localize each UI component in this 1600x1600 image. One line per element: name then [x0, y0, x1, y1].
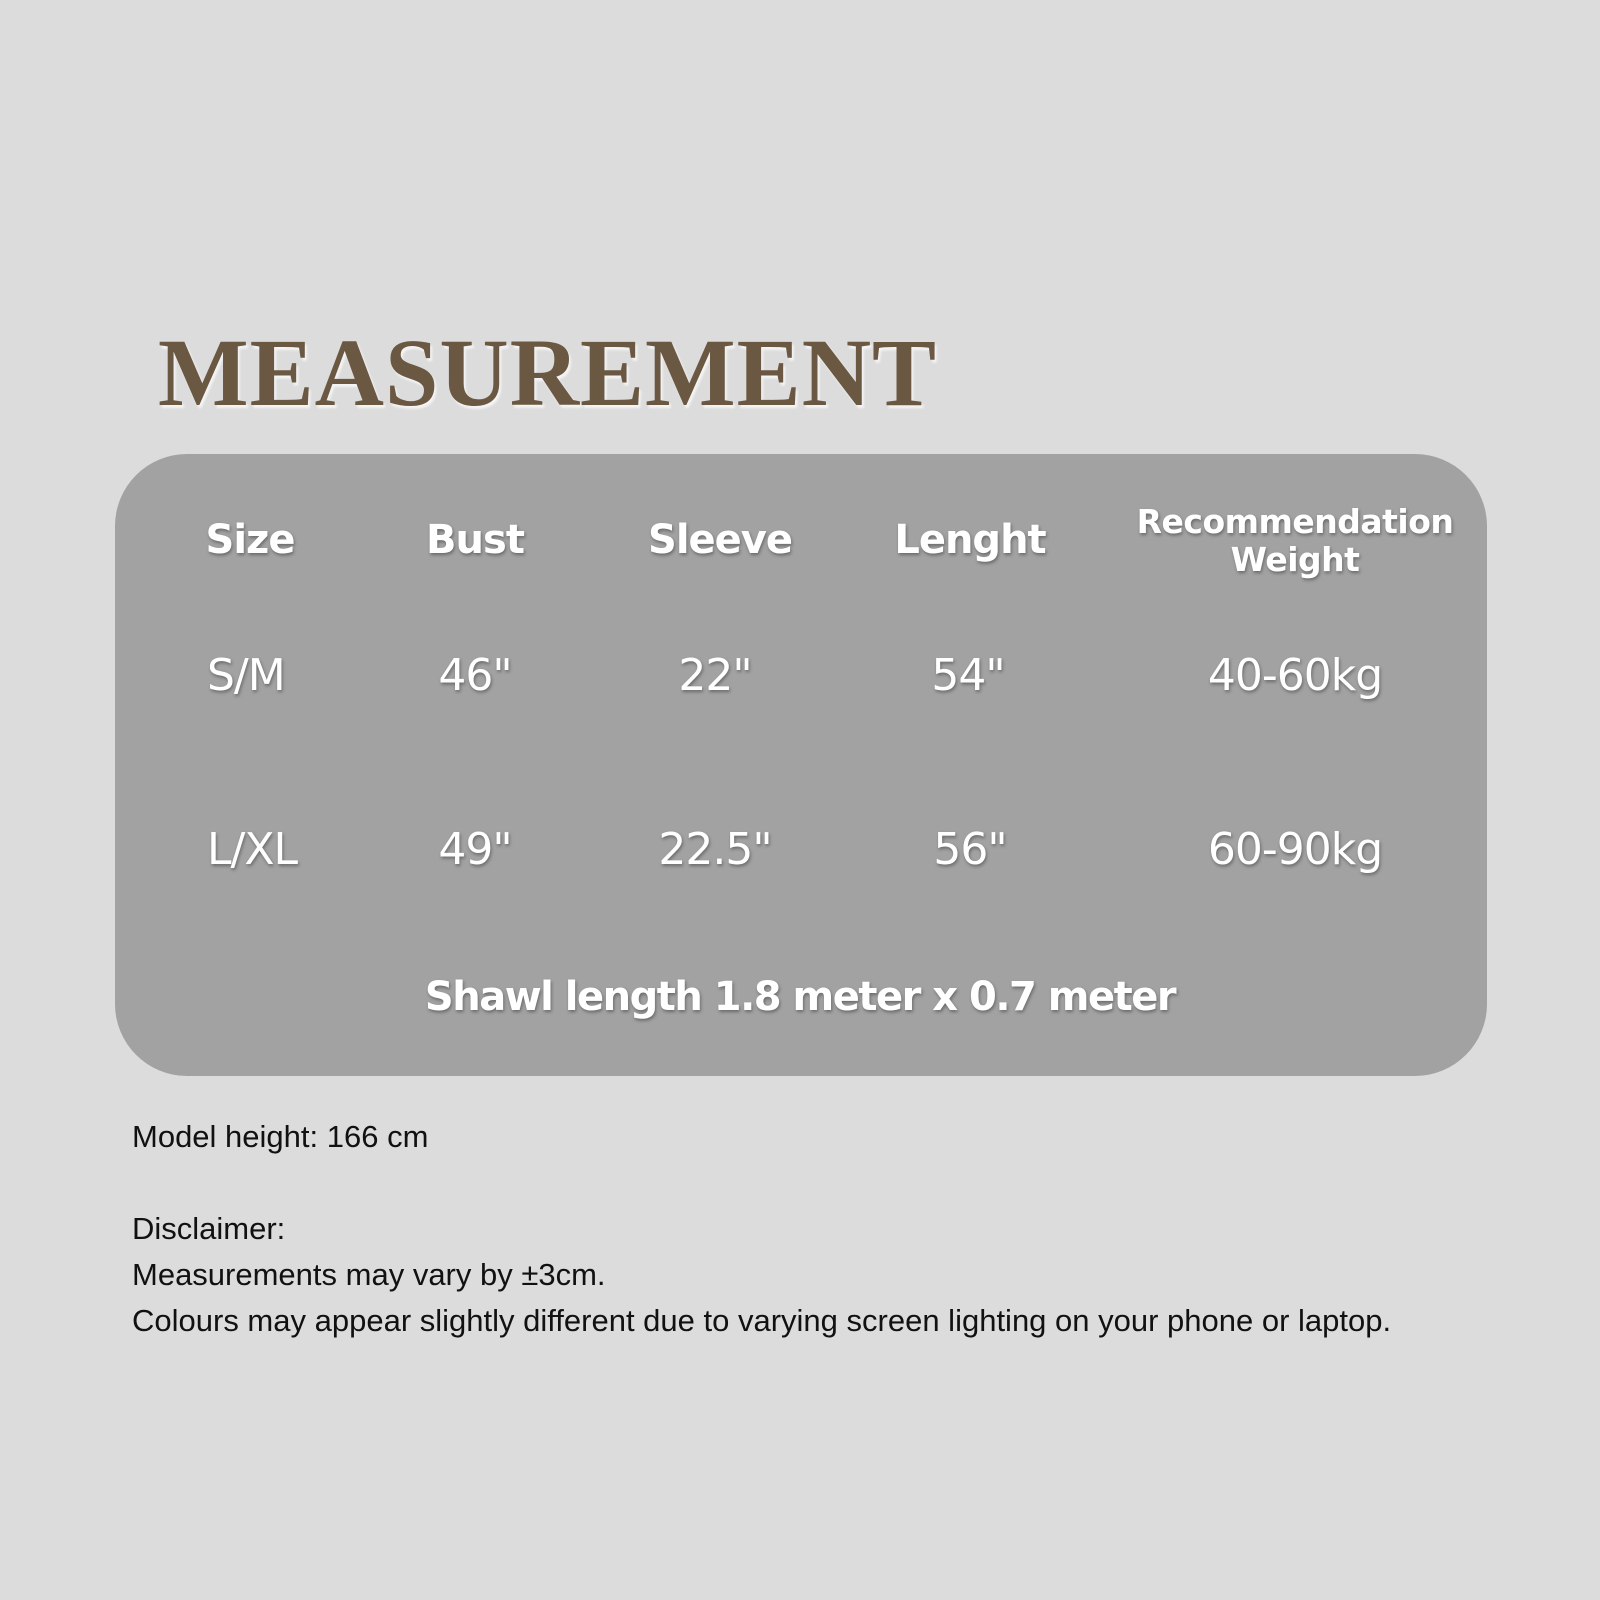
table-cell-sleeve: 22"	[678, 650, 752, 701]
table-cell-weight: 60-90kg	[1207, 824, 1383, 875]
column-header-length: Lenght	[894, 517, 1046, 563]
disclaimer-label: Disclaimer:	[132, 1211, 286, 1246]
table-cell-size: L/XL	[207, 824, 297, 875]
shawl-length-note: Shawl length 1.8 meter x 0.7 meter	[424, 974, 1176, 1020]
column-header-bust: Bust	[426, 517, 524, 563]
model-height-text: Model height: 166 cm	[132, 1119, 429, 1154]
table-cell-bust: 46"	[438, 650, 512, 701]
table-cell-length: 56"	[933, 824, 1007, 875]
column-header-recommendation-weight: Recommendation Weight	[1136, 502, 1454, 579]
disclaimer-line: Colours may appear slightly different due to varying screen lighting on your phone or laptop.	[132, 1303, 1392, 1338]
table-cell-sleeve: 22.5"	[658, 824, 772, 875]
table-cell-size: S/M	[207, 650, 285, 701]
column-header-size: Size	[205, 517, 295, 563]
disclaimer-line: Measurements may vary by ±3cm.	[132, 1257, 606, 1292]
notes-section	[132, 1114, 1391, 1344]
column-header-sleeve: Sleeve	[648, 517, 792, 563]
page-title: MEASUREMENT	[158, 319, 938, 426]
table-cell-length: 54"	[931, 650, 1005, 701]
table-cell-weight: 40-60kg	[1207, 650, 1383, 701]
table-cell-bust: 49"	[438, 824, 512, 875]
measurement-table-card	[115, 454, 1487, 1076]
